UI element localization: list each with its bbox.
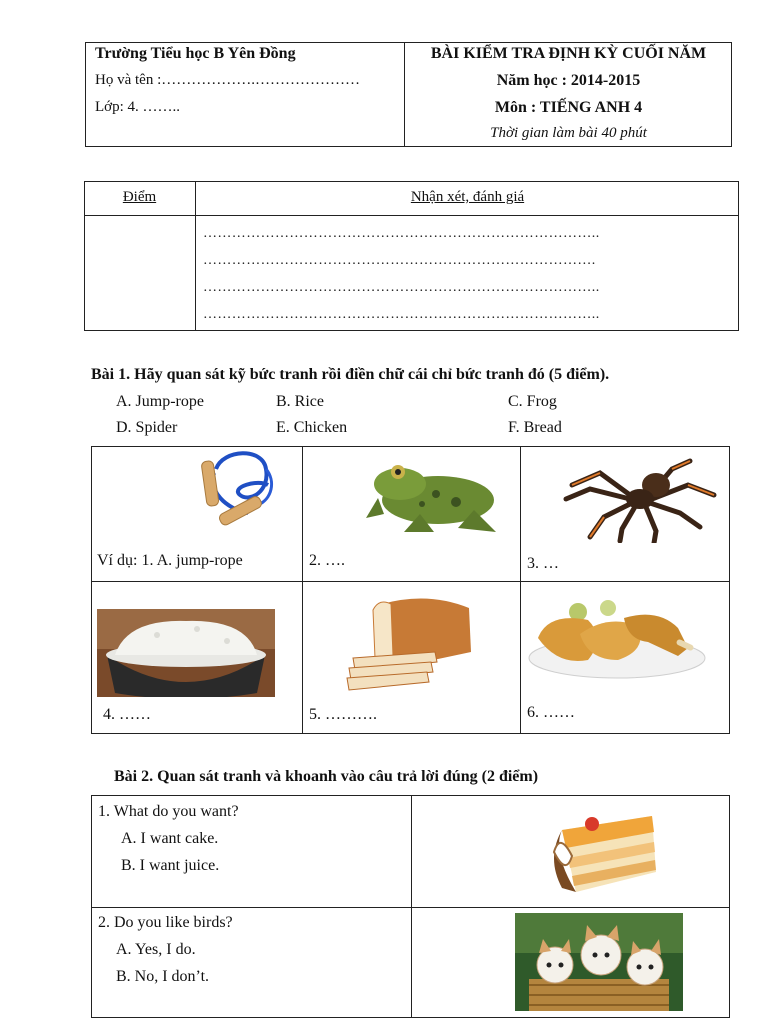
option-f: F. Bread — [508, 419, 562, 436]
exam-title: BÀI KIỂM TRA ĐỊNH KỲ CUỐI NĂM — [430, 45, 707, 62]
rice-image — [97, 609, 275, 697]
option-d: D. Spider — [116, 419, 178, 436]
q1-answer-a: A. I want cake. — [121, 830, 219, 847]
school-year: Năm học : 2014-2015 — [496, 72, 641, 89]
cell-3-label: 3. … — [527, 555, 559, 572]
comment-line: ……………………………………………………………………….. — [203, 307, 600, 322]
q2-question: 2. Do you like birds? — [98, 914, 233, 931]
comment-line: ……………………………………………………………………….. — [203, 280, 600, 295]
bread-image — [345, 596, 475, 692]
cell-1-label: Ví dụ: 1. A. jump-rope — [97, 552, 243, 569]
option-e: E. Chicken — [276, 419, 348, 436]
class-line: Lớp: 4. …….. — [95, 99, 181, 115]
q2-answer-b: B. No, I don’t. — [116, 968, 210, 985]
cake-image — [532, 802, 666, 898]
student-name-line: Họ và tên :……………….………………… — [95, 72, 360, 88]
bai1-title: Bài 1. Hãy quan sát kỹ bức tranh rồi điền chữ cái chỉ bức tranh đó (5 điểm). — [91, 366, 610, 383]
grid-vline-1 — [302, 446, 303, 734]
option-b: B. Rice — [276, 393, 324, 410]
score-table-hline — [84, 215, 739, 216]
option-c: C. Frog — [508, 393, 557, 410]
q2-answer-a: A. Yes, I do. — [116, 941, 196, 958]
cell-4-label: 4. …… — [103, 706, 151, 723]
q1-question: 1. What do you want? — [98, 803, 239, 820]
spider-image — [560, 455, 720, 543]
comment-header: Nhận xét, đánh giá — [410, 189, 525, 205]
subject: Môn : TIẾNG ANH 4 — [494, 99, 643, 116]
school-name: Trường Tiểu học B Yên Đồng — [95, 45, 296, 62]
chicken-image — [528, 598, 706, 680]
bai2-title: Bài 2. Quan sát tranh và khoanh vào câu trả lời đúng (2 điểm) — [114, 768, 539, 785]
time-limit: Thời gian làm bài 40 phút — [490, 125, 647, 141]
bai2-hline — [91, 907, 730, 908]
comment-line: ………………………………………………………………………. — [203, 253, 596, 268]
cell-2-label: 2. …. — [309, 552, 345, 569]
kittens-image — [515, 913, 683, 1011]
score-header: Điểm — [122, 189, 157, 205]
cell-6-label: 6. …… — [527, 704, 575, 721]
jump-rope-image — [188, 451, 288, 547]
cell-5-label: 5. ………. — [309, 706, 377, 723]
grid-vline-2 — [520, 446, 521, 734]
frog-image — [364, 456, 500, 542]
option-a: A. Jump-rope — [116, 393, 204, 410]
grid-hline — [91, 581, 730, 582]
comment-line: ……………………………………………………………………….. — [203, 226, 600, 241]
q1-answer-b: B. I want juice. — [121, 857, 220, 874]
